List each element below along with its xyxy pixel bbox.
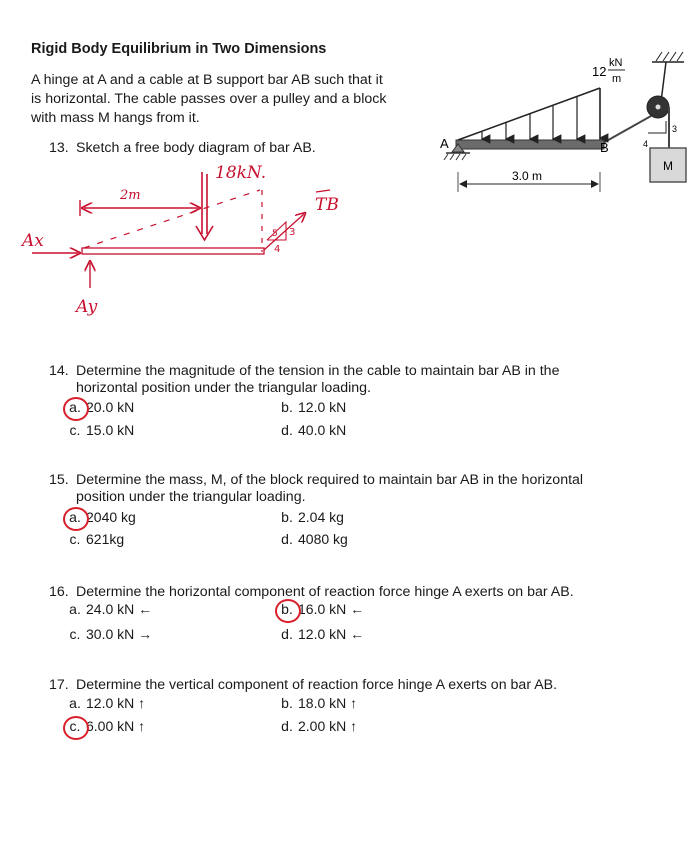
sketch-tb-label: TB [315, 195, 339, 215]
label-b: B [600, 140, 609, 155]
question-13 [49, 140, 316, 156]
question-number: 17. [49, 677, 69, 693]
question-number: 15. [49, 472, 69, 488]
option-text: 12.0 kN [298, 399, 347, 415]
sketch-tri-run: 4 [274, 244, 281, 255]
fbd-sketch [10, 160, 360, 330]
option-text: 4080 kg [298, 531, 348, 547]
option-text: 621kg [86, 531, 125, 547]
label-a: A [440, 136, 449, 151]
option-b[interactable]: b. 12.0 kN [281, 399, 347, 415]
sketch-tri-rise: 3 [289, 227, 296, 238]
option-b[interactable]: b. 2.04 kg [281, 509, 344, 525]
option-b[interactable]: b. 18.0 kN ↑ [281, 695, 358, 711]
option-text: 12.0 kN ← [298, 626, 365, 642]
option-text: 18.0 kN ↑ [298, 695, 358, 711]
option-a[interactable]: a. 2040 kg [64, 509, 136, 526]
selected-answer-circle [63, 507, 89, 531]
option-text: 12.0 kN ↑ [86, 695, 146, 711]
option-c[interactable]: c. 15.0 kN [69, 422, 135, 438]
question-number: 16. [49, 584, 69, 600]
option-d[interactable]: d. 12.0 kN ← [281, 626, 365, 642]
question-stem-line1: Determine the mass, M, of the block required to maintain bar AB in the horizontal [76, 472, 584, 488]
question-text: Sketch a free body diagram of bar AB. [76, 140, 316, 156]
option-text: 40.0 kN [298, 422, 347, 438]
load-value: 12 [592, 64, 607, 79]
question-stem-line2: horizontal position under the triangular loading. [76, 380, 371, 396]
option-c[interactable]: c. 621kg [69, 531, 125, 547]
option-text: 30.0 kN → [86, 626, 153, 642]
option-c[interactable]: c. 6.00 kN ↑ [64, 718, 145, 735]
question-number: 14. [49, 363, 69, 379]
question-stem-line1: Determine the vertical component of reaction force hinge A exerts on bar AB. [76, 677, 558, 693]
question-stem-line1: Determine the horizontal component of reaction force hinge A exerts on bar AB. [76, 584, 574, 600]
question-stem-line1: Determine the magnitude of the tension in the cable to maintain bar AB in the [76, 363, 560, 379]
slope-rise-label: 3 [672, 124, 678, 134]
sketch-ax-label: Ax [22, 231, 44, 251]
sketch-tri-hyp: 5 [272, 229, 278, 239]
option-a[interactable]: a. 24.0 kN ← [69, 601, 153, 617]
slope-run-label: 4 [643, 139, 649, 149]
dimension-label: 3.0 m [512, 169, 543, 183]
load-unit-bottom: m [612, 73, 622, 85]
option-text: 16.0 kN ← [298, 601, 365, 617]
question-stem-line2: position under the triangular loading. [76, 489, 306, 505]
question-number: 13. [49, 140, 69, 156]
option-d[interactable]: d. 2.00 kN ↑ [281, 718, 358, 734]
option-a[interactable]: a. 20.0 kN [64, 399, 134, 416]
sketch-dist-label: 2m [120, 188, 141, 203]
problem-figure [422, 44, 692, 204]
option-text: 6.00 kN ↑ [86, 718, 146, 734]
selected-answer-circle [275, 599, 301, 623]
option-b[interactable]: b. 16.0 kN ← [276, 601, 364, 618]
option-text: 20.0 kN [86, 399, 135, 415]
option-d[interactable]: d. 40.0 kN [281, 422, 347, 438]
block-label: M [663, 159, 673, 173]
bar-ab [456, 140, 604, 149]
option-text: 24.0 kN ← [86, 601, 153, 617]
selected-answer-circle [63, 716, 89, 740]
option-text: 15.0 kN [86, 422, 135, 438]
option-text: 2040 kg [86, 509, 136, 525]
sketch-ay-label: Ay [76, 297, 98, 317]
option-c[interactable]: c. 30.0 kN → [69, 626, 153, 642]
option-text: 2.04 kg [298, 509, 344, 525]
load-unit-top: kN [609, 57, 623, 69]
problem-intro: A hinge at A and a cable at B support bar AB such that it is horizontal. The cable passes over a pulley and a block with mass M hangs from it. [31, 72, 387, 126]
sketch-load-label: 18kN. [215, 163, 267, 183]
page-title: Rigid Body Equilibrium in Two Dimensions [31, 41, 327, 57]
selected-answer-circle [63, 397, 89, 421]
option-text: 2.00 kN ↑ [298, 718, 358, 734]
option-d[interactable]: d. 4080 kg [281, 531, 348, 547]
option-a[interactable]: a. 12.0 kN ↑ [69, 695, 146, 711]
